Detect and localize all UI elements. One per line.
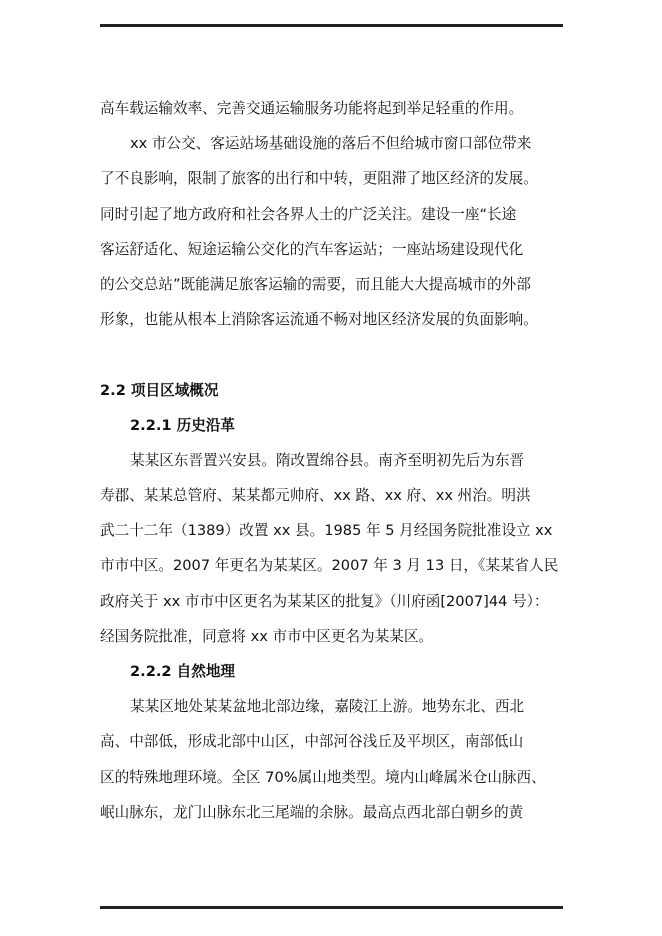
text-line: 了不良影响，限制了旅客的出行和中转，更阻滞了地区经济的发展。: [100, 170, 538, 188]
text-line: 寿郡、某某总管府、某某都元帅府、xx 路、xx 府、xx 州治。明洪: [100, 487, 531, 505]
text-line: 客运舒适化、短途运输公交化的汽车客运站；一座站场建设现代化: [100, 240, 524, 258]
header-rule: [100, 24, 563, 27]
text-line: 同时引起了地方政府和社会各界人士的广泛关注。建设一座“长途: [100, 205, 517, 223]
text-line: 某某区地处某某盆地北部边缘，嘉陵江上游。地势东北、西北: [130, 698, 525, 716]
text-line: xx 市公交、客运站场基础设施的落后不但给城市窗口部位带来: [130, 135, 532, 153]
text-line: 武二十二年（1389）改置 xx 县。1985 年 5 月经国务院批准设立 xx: [100, 522, 553, 540]
text-line: 市市中区。2007 年更名为某某区。2007 年 3 月 13 日，《某某省人民: [100, 557, 559, 575]
section-heading-2-2: 2.2 项目区域概况: [100, 381, 219, 399]
document-body: [100, 91, 563, 830]
paragraph-history: [100, 443, 563, 654]
text-line: 政府关于 xx 市市中区更名为某某区的批复》（川府函[2007]44 号）：: [100, 592, 549, 610]
text-line: 的公交总站”既能满足旅客运输的需要，而且能大大提高城市的外部: [100, 275, 531, 293]
paragraph-station-infrastructure: [100, 126, 563, 337]
spacer: [100, 337, 563, 372]
subsection-heading-2-2-1: 2.2.1 历史沿革: [130, 416, 236, 434]
text-line: 经国务院批准，同意将 xx 市市中区更名为某某区。: [100, 627, 434, 645]
text-line: 高车载运输效率、完善交通运输服务功能将起到举足轻重的作用。: [100, 100, 524, 117]
footer-rule: [100, 906, 563, 909]
paragraph-intro-tail: [100, 91, 563, 126]
paragraph-geography: [100, 689, 563, 830]
text-line: 岷山脉东，龙门山脉东北三尾端的余脉。最高点西北部白朝乡的黄: [100, 803, 524, 821]
subsection-heading-2-2-2: 2.2.2 自然地理: [130, 663, 236, 681]
text-line: 形象，也能从根本上消除客运流通不畅对地区经济发展的负面影响。: [100, 311, 538, 329]
text-line: 区的特殊地理环境。全区 70%属山地类型。境内山峰属米仓山脉西、: [100, 768, 546, 786]
text-line: 高、中部低，形成北部中山区，中部河谷浅丘及平坝区，南部低山: [100, 733, 524, 751]
text-line: 某某区东晋置兴安县。隋改置绵谷县。南齐至明初先后为东晋: [130, 451, 525, 469]
